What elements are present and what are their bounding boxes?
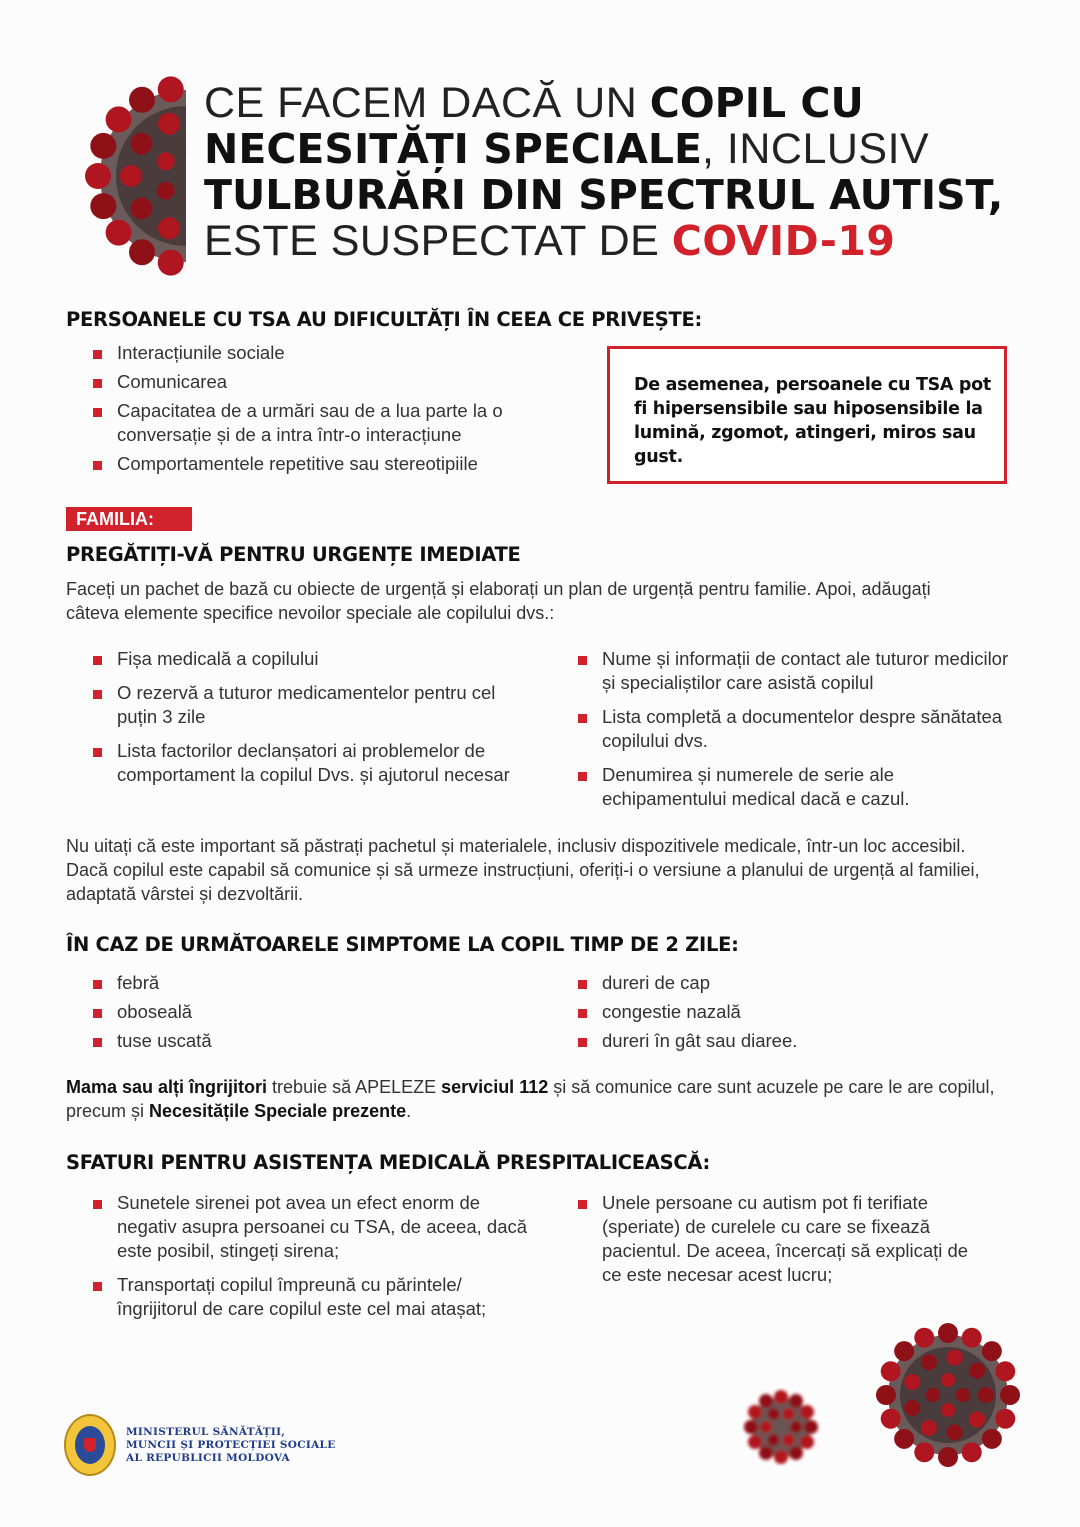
tsa-difficulties-list xyxy=(66,341,586,481)
symptoms-left xyxy=(66,971,516,1058)
page-title xyxy=(204,80,1064,264)
title-covid-highlight: COVID-19 xyxy=(671,217,896,265)
title-segment: ESTE SUSPECTAT DE xyxy=(204,217,672,265)
service-112-bold: serviciul 112 xyxy=(441,1077,549,1097)
list-item: febră xyxy=(66,971,516,995)
symptoms-heading: ÎN CAZ DE URMĂTOARELE SIMPTOME LA COPIL TIMP DE 2 ZILE: xyxy=(66,933,739,956)
list-item: dureri de cap xyxy=(551,971,1001,995)
list-item: Capacitatea de a urmări sau de a lua parte la o conversație și de a intra într-o interacțiune xyxy=(66,399,586,447)
call-112-instruction xyxy=(66,1075,1006,1123)
list-item: Nume și informații de contact ale tuturor medicilor și specialiștilor care asistă copilul xyxy=(551,647,1011,695)
family-note: Nu uitați că este important să păstrați pachetul și materialele, inclusiv dispozitivele medicale, într-un loc accesibil. Dacă copilul este capabil să comunice și să urmeze instrucțiuni, oferiți-i o versiune a planului de urgență al familiei, adaptată vârstei și dezvoltării. xyxy=(66,836,980,904)
virus-illustration-half xyxy=(60,66,186,286)
tsa-heading: PERSOANELE CU TSA AU DIFICULTĂȚI ÎN CEEA CE PRIVEȘTE: xyxy=(66,308,703,331)
list-item: Transportați copilul împreună cu părintele/ îngrijitorul de care copilul este cel mai atașat; xyxy=(66,1273,536,1321)
title-line xyxy=(204,218,1064,264)
ministry-line: MINISTERUL SĂNĂTĂȚII, xyxy=(126,1425,286,1438)
advice-heading: SFATURI PENTRU ASISTENȚA MEDICALĂ PRESPITALICEASCĂ: xyxy=(66,1151,711,1174)
family-items-right xyxy=(551,647,1011,821)
list-item: tuse uscată xyxy=(66,1029,516,1053)
list-item: Unele persoane cu autism pot fi terifiate (speriate) de curelele cu care se fixează pacientul. De aceea, încercați să explicați de ce este necesar acest lucru; xyxy=(551,1191,981,1287)
family-badge: FAMILIA: xyxy=(66,507,192,531)
ministry-logo xyxy=(64,1414,336,1476)
title-line xyxy=(204,80,1064,126)
title-segment: NECESITĂȚI SPECIALE xyxy=(204,125,703,173)
call-text: . xyxy=(406,1101,412,1121)
advice-right xyxy=(551,1191,981,1297)
coronavirus-icon xyxy=(60,66,186,286)
advice-left xyxy=(66,1191,536,1331)
list-item: Lista factorilor declanșatori ai problemelor de comportament la copilul Dvs. și ajutorul necesar xyxy=(66,739,536,787)
family-items-left xyxy=(66,647,536,797)
ministry-name xyxy=(126,1426,336,1465)
special-needs-bold: Necesitățile Speciale prezente xyxy=(149,1101,407,1121)
list-item: dureri în gât sau diaree. xyxy=(551,1029,1001,1053)
list-item: Comportamentele repetitive sau stereotipiile xyxy=(66,452,586,476)
family-heading: PREGĂTIȚI-VĂ PENTRU URGENȚE IMEDIATE xyxy=(66,543,521,566)
coronavirus-small-icon xyxy=(742,1388,820,1466)
ministry-line: MUNCII ȘI PROTECȚIEI SOCIALE xyxy=(126,1438,336,1451)
list-item: oboseală xyxy=(66,1000,516,1024)
list-item: Sunetele sirenei pot avea un efect enorm de negativ asupra persoanei cu TSA, de aceea, dacă este posibil, stingeți sirena; xyxy=(66,1191,536,1263)
title-line xyxy=(204,172,1064,218)
sensitivity-callout xyxy=(607,346,1007,484)
callout-text: De asemenea, persoanele cu TSA pot fi hipersensibile sau hiposensibile la lumină, zgomot, atingeri, miros sau gust. xyxy=(634,375,991,467)
moldova-coat-of-arms-icon xyxy=(64,1414,116,1476)
ministry-line: AL REPUBLICII MOLDOVA xyxy=(126,1451,290,1464)
list-item: O rezervă a tuturor medicamentelor pentru cel puțin 3 zile xyxy=(66,681,536,729)
call-text: trebuie să APELEZE xyxy=(267,1077,442,1097)
call-text: și să comunice care sunt acuzele pe care le are copilul, precum și xyxy=(66,1077,995,1121)
title-segment: TULBURĂRI DIN SPECTRUL AUTIST, xyxy=(204,171,1004,219)
list-item: Interacțiunile sociale xyxy=(66,341,586,365)
list-item: Lista completă a documentelor despre sănătatea copilului dvs. xyxy=(551,705,1011,753)
caregivers-bold: Mama sau alți îngrijitori xyxy=(66,1077,268,1097)
title-segment: CE FACEM DACĂ UN xyxy=(204,79,650,127)
family-intro: Faceți un pachet de bază cu obiecte de urgență și elaborați un plan de urgență pentru familie. Apoi, adăugați câteva elemente specifice nevoilor speciale ale copilului dvs.: xyxy=(66,579,931,623)
list-item: Comunicarea xyxy=(66,370,586,394)
title-segment: , INCLUSIV xyxy=(702,125,930,173)
list-item: congestie nazală xyxy=(551,1000,1001,1024)
coronavirus-large-icon xyxy=(872,1320,1024,1470)
symptoms-right xyxy=(551,971,1001,1058)
title-segment: COPIL CU xyxy=(649,79,864,127)
list-item: Fișa medicală a copilului xyxy=(66,647,536,671)
list-item: Denumirea și numerele de serie ale echipamentului medical dacă e cazul. xyxy=(551,763,1011,811)
title-line xyxy=(204,126,1064,172)
